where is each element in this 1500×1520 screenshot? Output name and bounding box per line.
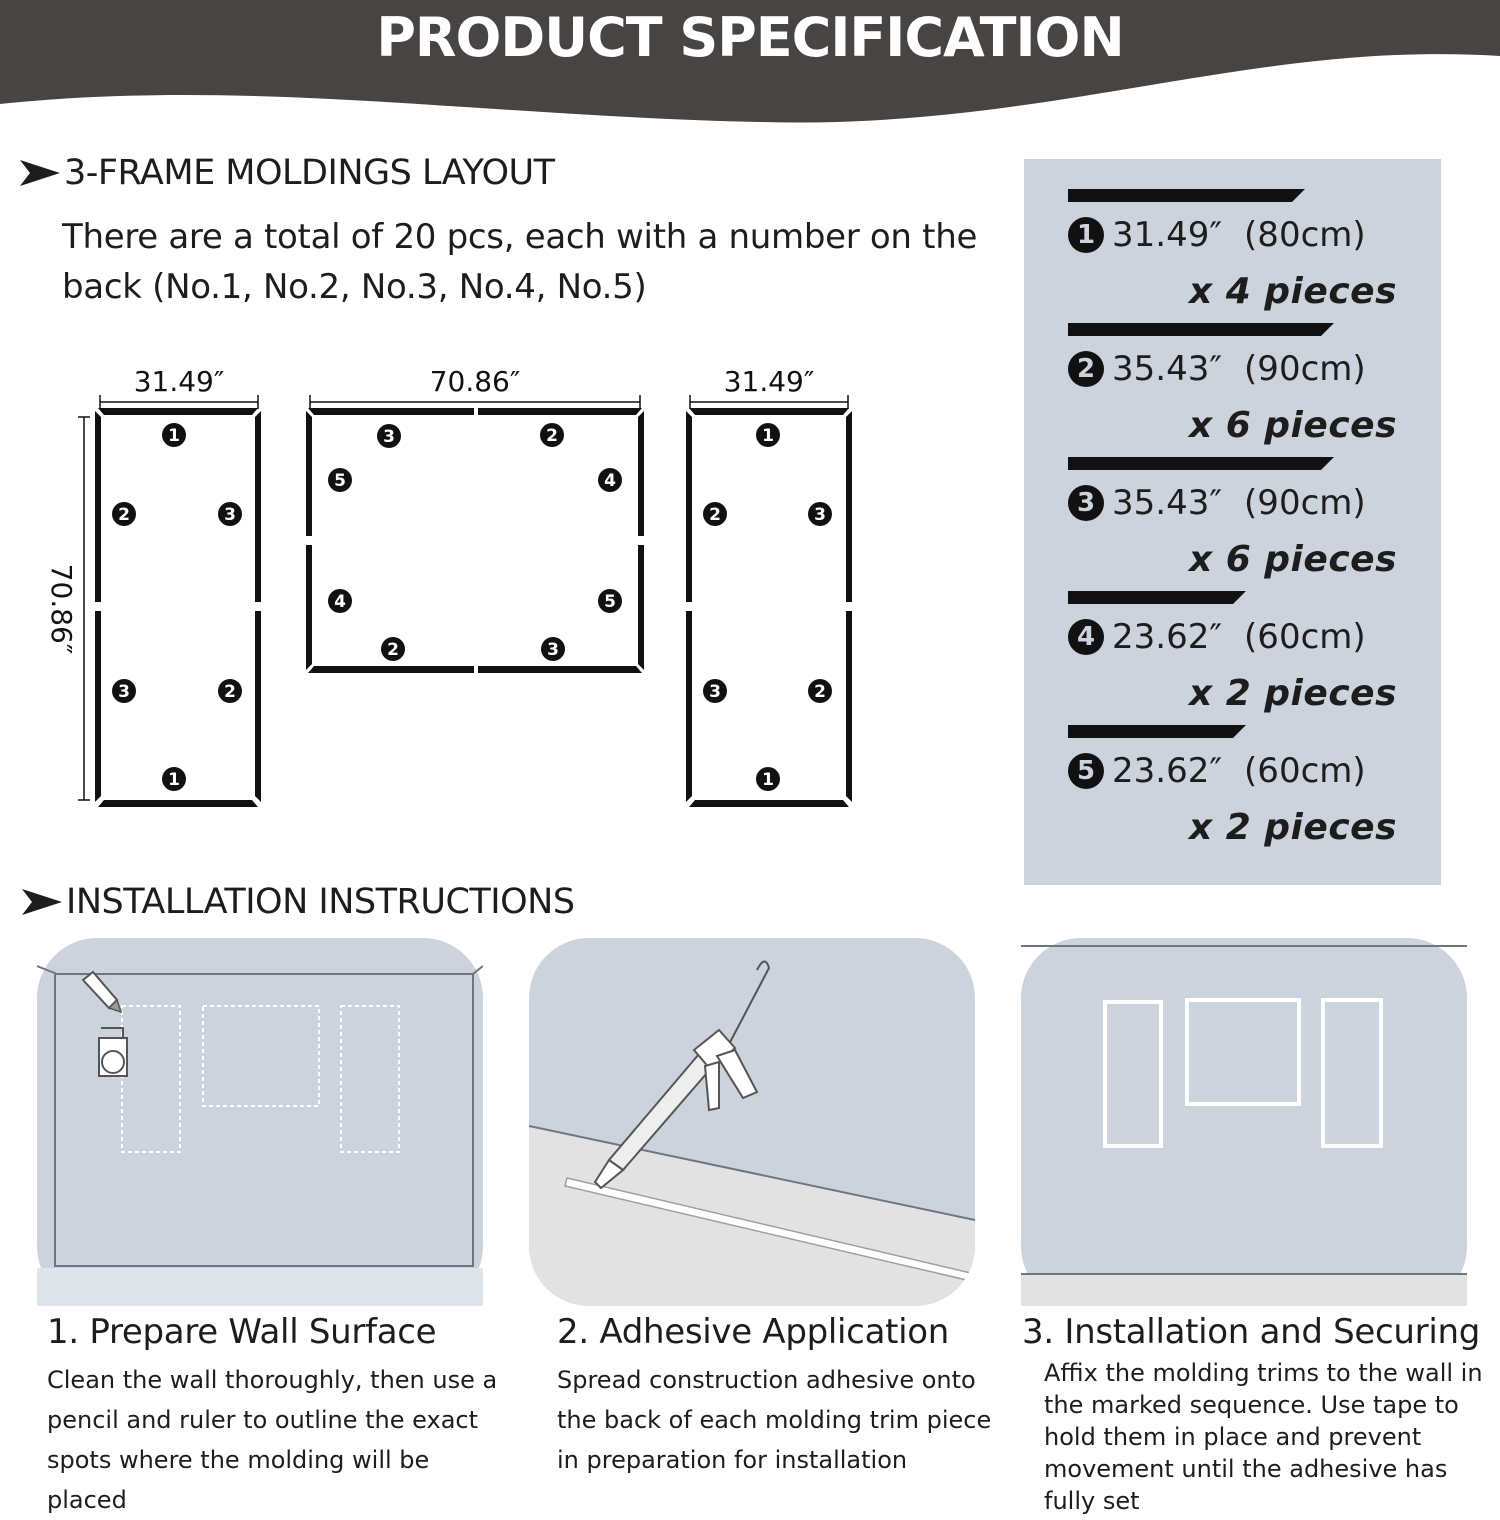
- number-badge-label: 2: [118, 505, 130, 525]
- piece-length: 31.49″: [1112, 215, 1223, 255]
- piece-quantity: x 2 pieces: [1188, 673, 1397, 714]
- step3-illustration: [1021, 938, 1467, 1306]
- piece-number-badge: 4: [1068, 619, 1104, 655]
- left-frame-bottom-trim: [98, 800, 258, 807]
- right-frame-right-lower-trim: [846, 611, 852, 802]
- piece-number-badge: 2: [1068, 351, 1104, 387]
- piece-spec-line: [1068, 617, 1366, 657]
- piece-length: 23.62″: [1112, 751, 1223, 791]
- piece-metric: (80cm): [1244, 215, 1366, 255]
- piece-spec-item: [1024, 189, 1441, 323]
- piece-number-badge: 5: [1068, 753, 1104, 789]
- number-badge-label: 1: [168, 426, 180, 446]
- number-badge-label: 4: [604, 471, 616, 491]
- left-width-label: 31.49″: [133, 365, 225, 398]
- right-frame-bottom-trim: [689, 800, 849, 807]
- number-badge-label: 3: [547, 640, 559, 660]
- piece-length-bar: [1068, 457, 1334, 470]
- step1-text: Clean the wall thoroughly, then use a pencil and ruler to outline the exact spots where the molding will be placed: [47, 1366, 498, 1514]
- step1-title: 1. Prepare Wall Surface: [47, 1312, 437, 1352]
- left-frame-top-trim: [98, 408, 258, 415]
- piece-number-badge: 3: [1068, 485, 1104, 521]
- number-badge-label: 3: [118, 682, 130, 702]
- number-badge-label: 3: [383, 427, 395, 447]
- piece-spec-item: [1024, 725, 1441, 859]
- number-badge-label: 2: [224, 682, 236, 702]
- step1-illustration: [37, 938, 483, 1306]
- number-badge-label: 5: [334, 471, 346, 491]
- piece-quantity: x 4 pieces: [1188, 271, 1397, 312]
- number-badge-label: 3: [709, 682, 721, 702]
- piece-length-bar: [1068, 323, 1334, 336]
- piece-quantity: x 6 pieces: [1188, 405, 1397, 446]
- left-frame-left-upper-trim: [95, 411, 101, 602]
- piece-spec-line: [1068, 483, 1366, 523]
- number-badge-label: 5: [604, 592, 616, 612]
- step2-title: 2. Adhesive Application: [557, 1312, 950, 1352]
- piece-metric: (90cm): [1244, 483, 1366, 523]
- piece-metric: (60cm): [1244, 751, 1366, 791]
- left-frame-right-upper-trim: [255, 411, 261, 602]
- piece-metric: (60cm): [1244, 617, 1366, 657]
- number-badge-label: 2: [709, 505, 721, 525]
- install-heading-text: INSTALLATION INSTRUCTIONS: [66, 882, 575, 922]
- right-frame-right-upper-trim: [846, 411, 852, 602]
- piece-spec-line: [1068, 751, 1366, 791]
- piece-length: 35.43″: [1112, 349, 1223, 389]
- number-badge-label: 4: [334, 592, 346, 612]
- mid-frame-bottom-left-trim: [308, 666, 474, 673]
- piece-length-bar: [1068, 725, 1246, 738]
- mid-frame-top-left-trim: [308, 408, 474, 415]
- piece-number-badge: 1: [1068, 217, 1104, 253]
- right-width-label: 31.49″: [723, 365, 815, 398]
- piece-spec-line: [1068, 215, 1366, 255]
- piece-spec-item: [1024, 323, 1441, 457]
- step2-illustration: [529, 938, 975, 1306]
- mid-frame-bottom-right-trim: [478, 666, 642, 673]
- number-badge-label: 1: [762, 770, 774, 790]
- piece-quantity: x 6 pieces: [1188, 539, 1397, 580]
- piece-length: 35.43″: [1112, 483, 1223, 523]
- frame-layout-diagram: [40, 355, 880, 825]
- page-title: PRODUCT SPECIFICATION: [376, 6, 1124, 69]
- piece-spec-panel: [1024, 159, 1441, 885]
- height-label: 70.86″: [45, 563, 78, 655]
- arrow-right-icon: [18, 158, 62, 188]
- piece-length: 23.62″: [1112, 617, 1223, 657]
- mid-frame-right-upper-trim: [638, 411, 644, 536]
- arrow-right-icon: [20, 887, 64, 917]
- header-banner: [0, 0, 1500, 130]
- number-badge-label: 2: [546, 426, 558, 446]
- number-badge-label: 2: [814, 682, 826, 702]
- layout-description: There are a total of 20 pcs, each with a number on the back (No.1, No.2, No.3, No.4, No.5): [62, 217, 978, 307]
- number-badge-label: 1: [762, 426, 774, 446]
- left-frame-right-lower-trim: [255, 611, 261, 802]
- piece-metric: (90cm): [1244, 349, 1366, 389]
- mid-frame-left-upper-trim: [306, 411, 312, 536]
- number-badge-label: 3: [814, 505, 826, 525]
- right-frame-top-trim: [689, 408, 849, 415]
- piece-spec-item: [1024, 591, 1441, 725]
- install-heading: [20, 882, 575, 922]
- number-badge-label: 1: [168, 770, 180, 790]
- step2-text: Spread construction adhesive onto the back of each molding trim piece in preparation for installation: [557, 1366, 992, 1474]
- right-frame-left-lower-trim: [686, 611, 692, 802]
- layout-heading: [18, 153, 555, 193]
- piece-quantity: x 2 pieces: [1188, 807, 1397, 848]
- step3-title: 3. Installation and Securing: [1022, 1312, 1481, 1352]
- mid-frame-top-right-trim: [478, 408, 642, 415]
- number-badge-label: 3: [224, 505, 236, 525]
- mid-frame-right-lower-trim: [638, 545, 644, 670]
- middle-width-label: 70.86″: [429, 365, 521, 398]
- layout-heading-text: 3-FRAME MOLDINGS LAYOUT: [64, 153, 555, 193]
- left-frame-left-lower-trim: [95, 611, 101, 802]
- mid-frame-left-lower-trim: [306, 545, 312, 670]
- piece-length-bar: [1068, 189, 1305, 202]
- number-badge-label: 2: [387, 640, 399, 660]
- piece-spec-item: [1024, 457, 1441, 591]
- piece-spec-line: [1068, 349, 1366, 389]
- piece-length-bar: [1068, 591, 1246, 604]
- step3-text: Affix the molding trims to the wall in the marked sequence. Use tape to hold them in place and prevent movement until the adhesive has fully set: [1044, 1359, 1483, 1515]
- right-frame-left-upper-trim: [686, 411, 692, 602]
